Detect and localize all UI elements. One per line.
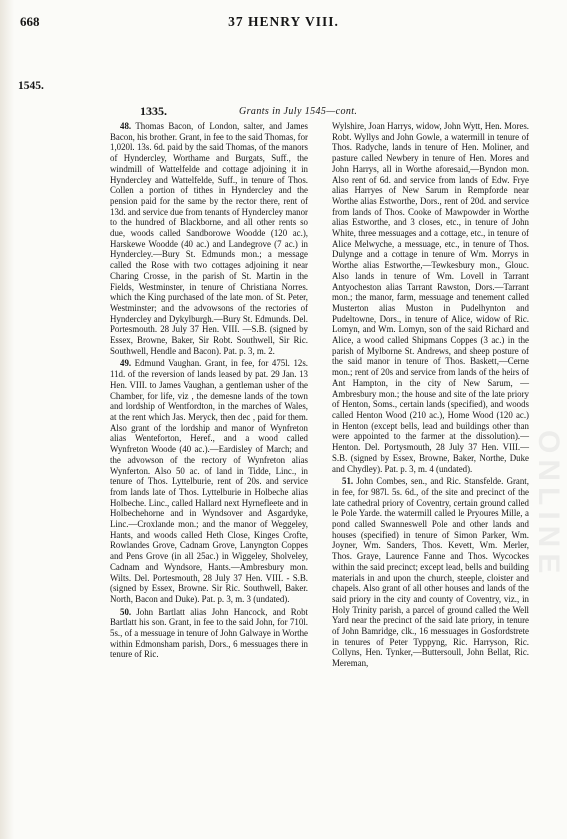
paragraph-48: [110, 121, 308, 356]
paragraph-number: 50.: [120, 606, 132, 617]
page-number: 668: [20, 14, 40, 29]
paragraph-text: Thomas Bacon, of London, salter, and James Bacon, his brother. Grant, in fee to the said Thomas, for 1,020l. 13s. 6d. paid by the said Thomas, of the manors of Hyndercley, Worthame and Burgats, Suff., the windmill of Wattelfelde and cottage adjoining it in Hyndercley and Wattelfelde, Suff., in tenure of Thos. Collen a portion of tithes in Hyndercley and the pension paid for the same by the rector there, rent of 13d. and service due from tenants of Hyndercley manor to the hundred of Blackborne, and all other rents so due, woods called Sandborowe Woodde (120 ac.), Harskewe Woodde (40 ac.) and Landegrove (7 ac.) in Hyndercley.—Bury St. Edmunds mon.; a message called the Rose with two cottages adjoining it near Charing Crosse, in the parish of St. Martin in the Fields, Westminster, in tenure of Christiana Norres. which the King purchased of the late mon. of St. Peter, Westminster; and the advowsons of the rectories of Hyndercley and Dykylburgh.—Bury St. Edmunds. Del. Portesmouth. 28 July 37 Hen. VIII. —S.B. (signed by Essex, Browne, Baker, Sir Robt. Southwell, Sir Ric. Southwell, Hendle and Bacon). Pat. p. 3, m. 2.: [110, 121, 309, 356]
paragraph-51: [332, 476, 529, 669]
paragraph-text: John Combes, sen., and Ric. Stansfelde. Grant, in fee, for 987l. 5s. 6d., of the site and precinct of the late cathedral priory of Coventry, certain ground called le Pole Yarde. the watermill called le Pryoures Mille, a pond called Swanneswell Pole and other lands and houses (specified) in tenure of Simon Parker, Wm. Joyner, Wm. Sanders, Thos. Kevett, Wm. Merler, Thos. Graye, Laurence Fanne and Thos. Wycockes within the said precinct; except lead, bells and building materials in and upon the church, steeple, cloister and chapels. Also grant of all other houses and lands of the said priory in the city and county of Coventry, viz., in Holy Trinity parish, a parcel of ground called the Well Yard near the precinct of the said late priory, in tenure of John Bamridge, clk., 16 messuages in Gosfordstrete in tenures of Peter Typpyng, Ric. Harryson, Ric. Collyns, Hen. Tynker,—Buttersoull, John Bellat, Ric. Mereman,: [332, 476, 529, 669]
paragraph-number: 51.: [342, 476, 354, 487]
paragraph-text: Edmund Vaughan. Grant, in fee, for 475l. 12s. 11d. of the reversion of lands leased by pat. 29 Jan. 13 Hen. VIII. to James Vaughan, a gentleman usher of the Chamber, for life, viz , the demesne lands of the town and lordship of Wentfordton, in the marches of Wales, at the rent which Jas. Meryck, then dec , paid for them. Also grant of the lordship and manor of Wynfreton alias Wenteforton, Heref., and a wood called Wynfreton Woode (40 ac.).—Eardisley of March; and the advowson of the rectory of Wynfreton alias Wynferton. Also 50 ac. of land in Tidde, Linc., in tenure of Thos. Lyttelburie, rent of 20s. and service from lands late of Thos. Lyttelburie in Holbeche alias Holbeche. Linc., called Hallard next Hyrnefleete and in Holbechehorne and in Wyndsover and Asgardyke, Linc.—Croxlande mon.; and the manor of Weggeley, Hants, and woods called Heth Close, Kinges Crofte, Rowlandes Grove, Cadnam Grove, Lanyngton Coppes and Pens Grove (in all 25ac.) in Wiggeley, Sholveley, Cadnam and Wyndsore, Hants.—Ambresbury mon. Wilts. Del. Portesmouth, 28 July 37 Hen. VIII. - S.B. (signed by Essex, Browne. Sir Ric. Southwell, Baker. North, Bacon and Duke). Pat. p. 3, m. 3 (undated).: [110, 358, 308, 604]
paragraph-number: 49.: [120, 358, 132, 369]
paragraph-text: John Bartlatt alias John Hancock, and Robt Bartlatt his son. Grant, in fee to the said John, for 710l. 5s., of a messuage in tenure of John Galwaye in Worthe within Edmonsham parish, Dors., 6 messuages there in tenure of Ric.: [110, 606, 309, 660]
paragraph-49: [110, 358, 308, 604]
paragraph-50-continued: [332, 121, 529, 474]
paragraph-text: Wylshire, Joan Harrys, widow, John Wytt, Hen. Mores. Robt. Wyllys and John Gowle, a watermill in tenure of Thos. Radyche, lands in tenure of Hen. Moliner, and pasture called Newbery in tenure of Hen. Mores and John Harrys, all in Worthe aforesaid,—Byndon mon. Also rent of 6d. and service from lands of Edw. Frye alias Harryes of New Sarum in Rempforde near Worthe alias Estworthe, Dors., rent of 20d. and service from lands of Thos. Cooke of Mawpowder in Worthe alias Estworthe, and 3 closes, etc., in tenure of John White, three messuages and a cottage, etc., in tenure of Alice Melwyche, a messuage, etc., in tenure of Thos. Dulynge and a cottage in tenure of Wm. Morrys in Worthe alias Estworthe,—Tewkesbury mon., Glouc. Also lands in tenure of Wm. Lovell in Tarrant Antyocheston alias Tarrant Rawston, Dors.—Tarrant mon.; the manor, farm, messuage and tenement called Musterton alias Muston in Pudelhynton and Pudeltowne, Dors., in tenure of Alice, widow of Ric. Lomyn, and Wm. Lomyn, son of the said Richard and Alice, a wood called Shipmans Coppes (3 ac.) in the parish of Mylborne St. Andrews, and sheep posture of the said manor in tenure of Thos. Baskett,—Cerne mon.; rent of 20s and service from lands of the heirs of Ant Hampton, in the city of New Sarum, —Ambresbury mon.; the house and site of the late priory of Henton, Soms., certain lands (specified), and woods called Henton Wood (210 ac.), Home Wood (120 ac.) in Henton (except bells, lead and buildings other than were appointed to the farmer at the dissolution).—Henton. Del. Portysmouth, 28 July 37 Hen. VIII.—S.B. (signed by Essex, Browne, Baker, Northe, Duke and Chydley). Pat. p. 3, m. 4 (undated).: [332, 121, 529, 474]
page-edge-shadow: [0, 0, 14, 839]
online-watermark: ONLINE: [532, 430, 565, 580]
entry-number: 1335.: [140, 104, 167, 118]
running-title: 37 HENRY VIII.: [228, 14, 339, 29]
left-text-column: [110, 121, 308, 662]
paragraph-number: 48.: [120, 121, 132, 131]
year-margin-note: 1545.: [18, 80, 44, 92]
right-text-column: [332, 121, 529, 671]
paragraph-50: [110, 607, 308, 661]
section-heading: Grants in July 1545—cont.: [239, 106, 358, 117]
